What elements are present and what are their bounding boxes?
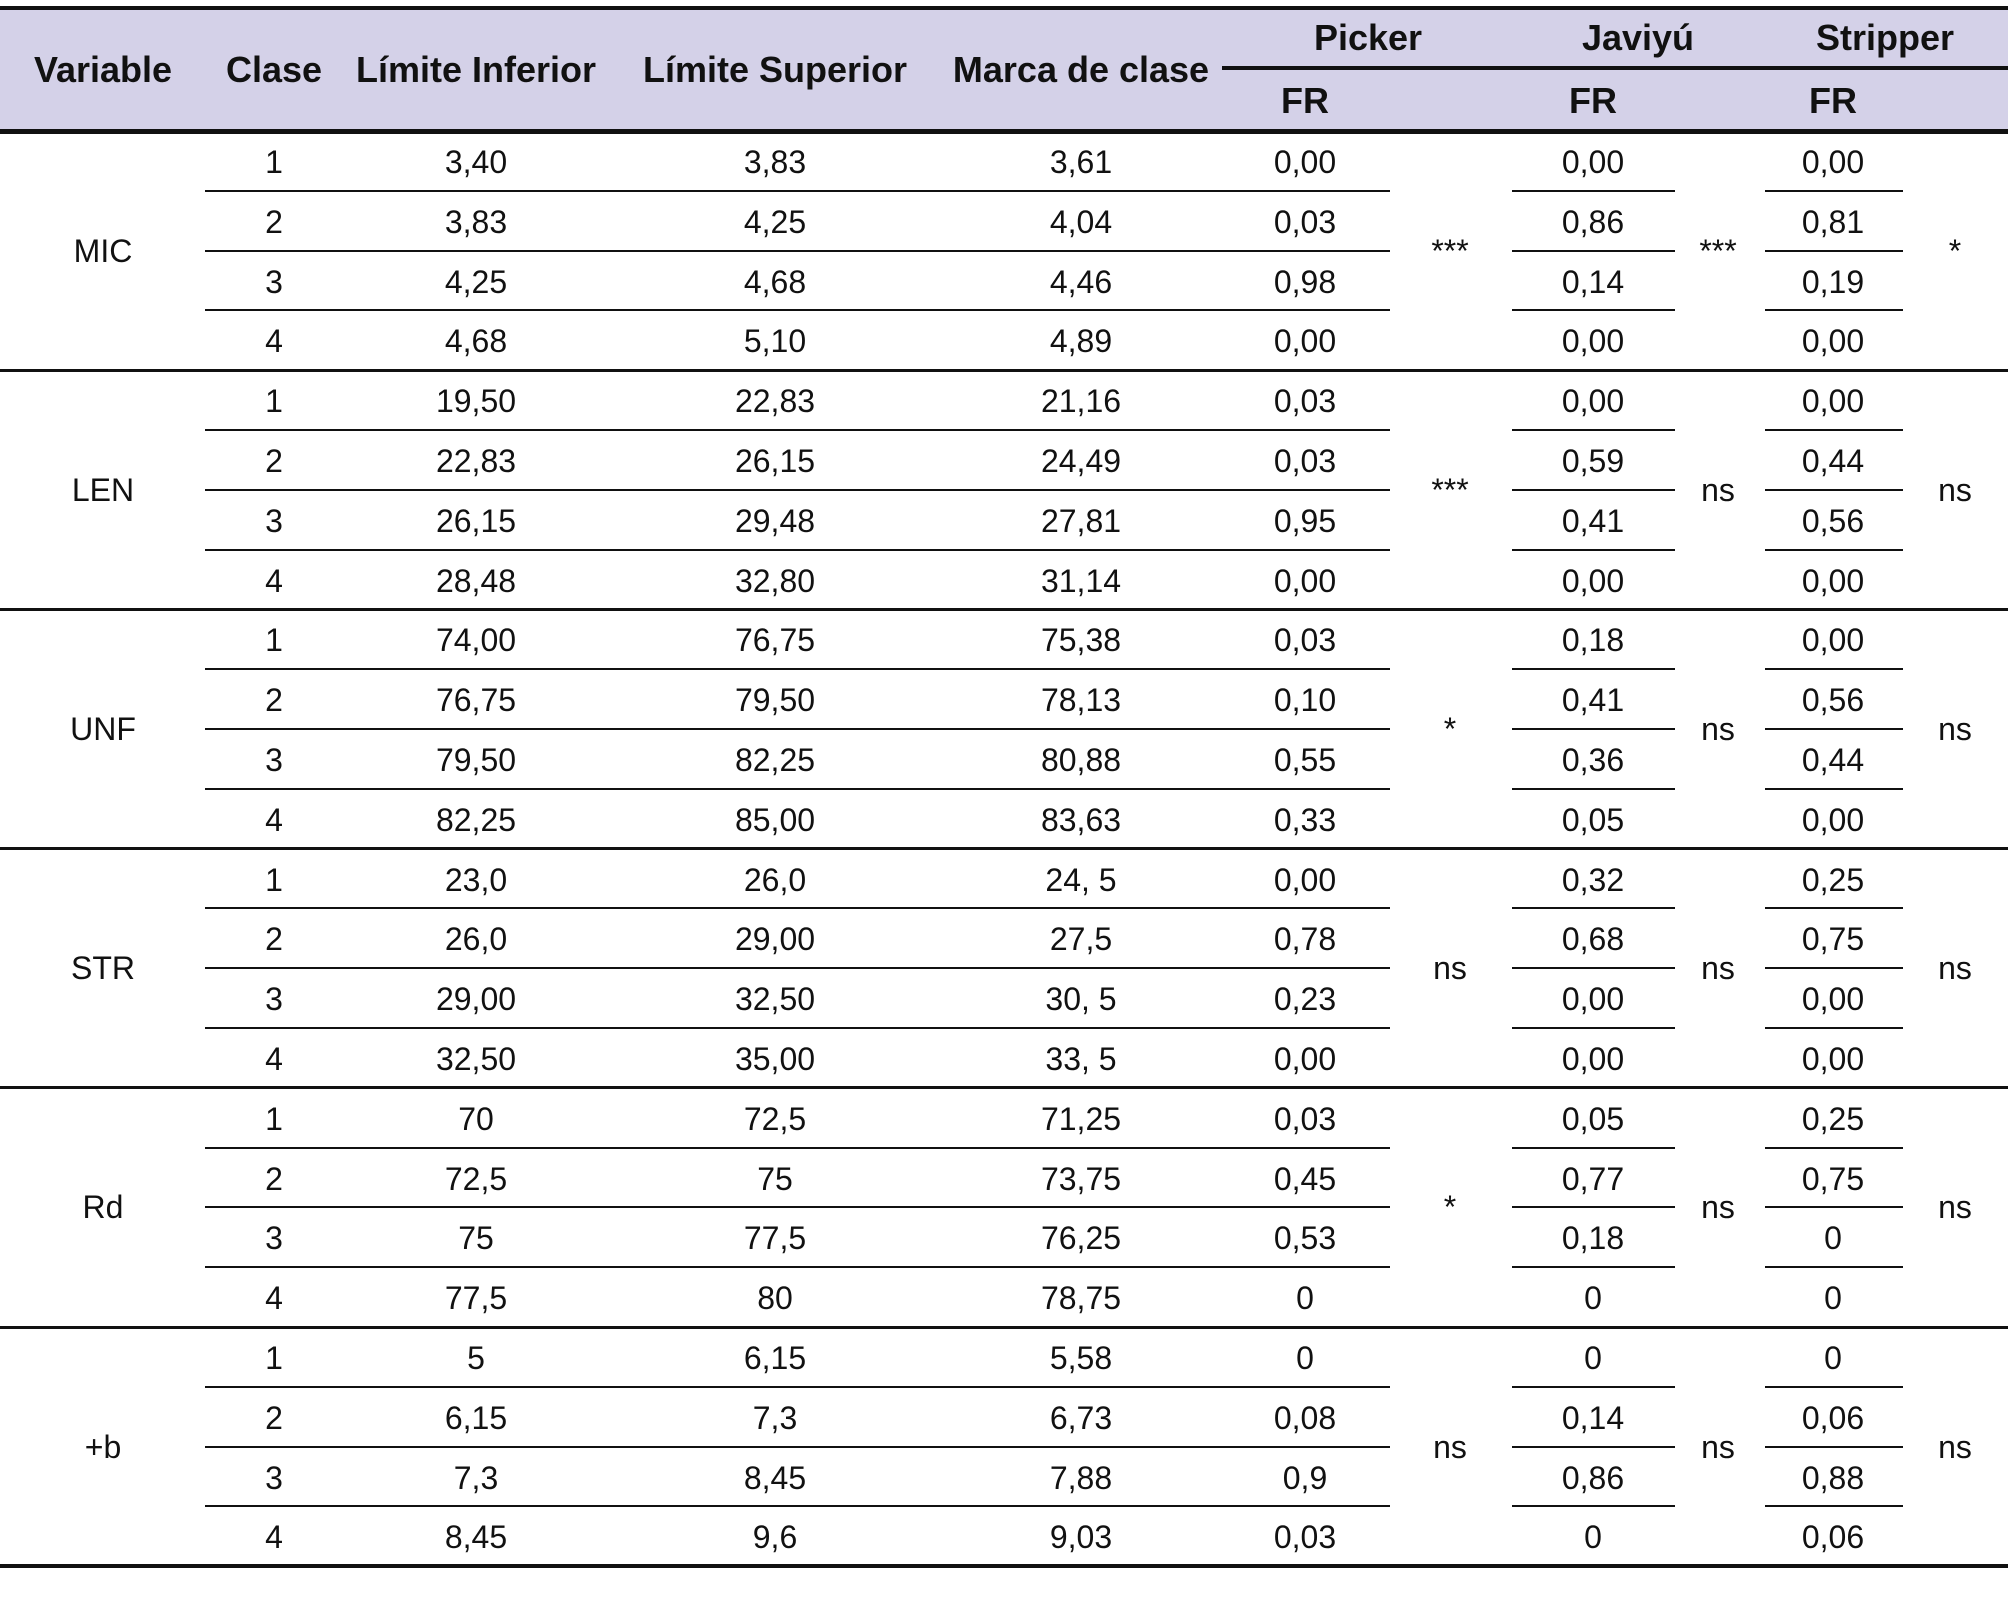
cell-marca-de-clase: 27,5 <box>1049 921 1113 958</box>
block-separator-rule <box>0 1086 2008 1089</box>
cell-fr-picker: 0,45 <box>1273 1160 1337 1197</box>
cell-fr-picker: 0,53 <box>1273 1220 1337 1257</box>
cell-limite-superior: 29,00 <box>734 921 816 958</box>
cell-marca-de-clase: 76,25 <box>1040 1220 1122 1257</box>
cell-fr-picker: 0,00 <box>1273 861 1337 898</box>
row-rule-stripper <box>1765 1505 1903 1507</box>
cell-fr-picker: 0 <box>1296 1339 1314 1376</box>
header-fr-stripper: FR <box>1809 80 1857 121</box>
row-rule-main <box>205 1446 1390 1448</box>
cell-limite-superior: 29,48 <box>734 502 816 539</box>
cell-fr-javiyu: 0,68 <box>1561 921 1625 958</box>
variable-label: UNF <box>70 711 136 747</box>
row-rule-stripper <box>1765 1386 1903 1388</box>
row-rule-javiyu <box>1512 250 1675 252</box>
row-rule-javiyu <box>1512 429 1675 431</box>
row-rule-javiyu <box>1512 1147 1675 1149</box>
cell-clase: 4 <box>265 323 283 360</box>
cell-fr-stripper: 0,25 <box>1801 861 1865 898</box>
cell-fr-picker: 0,00 <box>1273 143 1337 180</box>
significance-stripper: ns <box>1938 471 1972 508</box>
row-rule-javiyu <box>1512 788 1675 790</box>
cell-clase: 2 <box>265 442 283 479</box>
significance-picker: *** <box>1431 232 1469 269</box>
cell-limite-superior: 32,80 <box>734 562 816 599</box>
cell-limite-superior: 32,50 <box>734 981 816 1018</box>
cell-fr-javiyu: 0,36 <box>1561 741 1625 778</box>
cell-limite-superior: 35,00 <box>734 1040 816 1077</box>
significance-javiyu: ns <box>1701 1428 1735 1465</box>
significance-javiyu: ns <box>1701 950 1735 987</box>
cell-fr-stripper: 0,44 <box>1801 442 1865 479</box>
row-rule-javiyu <box>1512 728 1675 730</box>
block-separator-rule <box>0 608 2008 611</box>
cell-limite-superior: 85,00 <box>734 801 816 838</box>
cell-clase: 3 <box>265 981 283 1018</box>
cell-fr-javiyu: 0,00 <box>1561 383 1625 420</box>
significance-picker: *** <box>1431 471 1469 508</box>
cell-marca-de-clase: 5,58 <box>1049 1339 1113 1376</box>
cell-clase: 1 <box>265 1100 283 1137</box>
block-separator-rule <box>0 1326 2008 1329</box>
cell-limite-inferior: 29,00 <box>435 981 517 1018</box>
cell-limite-superior: 5,10 <box>743 323 807 360</box>
cell-limite-superior: 82,25 <box>734 741 816 778</box>
variable-label: Rd <box>82 1189 124 1226</box>
row-rule-javiyu <box>1512 190 1675 192</box>
cell-marca-de-clase: 31,14 <box>1040 562 1122 599</box>
cell-limite-inferior: 76,75 <box>435 682 517 719</box>
cell-fr-javiyu: 0,77 <box>1561 1160 1625 1197</box>
cell-limite-superior: 7,3 <box>752 1399 798 1436</box>
block-separator-rule <box>0 369 2008 372</box>
cell-marca-de-clase: 78,75 <box>1040 1280 1122 1317</box>
cell-limite-inferior: 8,45 <box>444 1519 508 1556</box>
block-separator-rule <box>0 847 2008 850</box>
cell-fr-picker: 0,98 <box>1273 263 1337 300</box>
cell-fr-stripper: 0,75 <box>1801 921 1865 958</box>
cell-fr-javiyu: 0,00 <box>1561 143 1625 180</box>
cell-limite-inferior: 32,50 <box>435 1040 517 1077</box>
variable-label: STR <box>71 950 135 987</box>
cell-marca-de-clase: 27,81 <box>1040 502 1122 539</box>
row-rule-stripper <box>1765 668 1903 670</box>
cell-fr-stripper: 0,75 <box>1801 1160 1865 1197</box>
cell-fr-picker: 0,03 <box>1273 203 1337 240</box>
cell-clase: 1 <box>265 1339 283 1376</box>
significance-stripper: ns <box>1938 950 1972 987</box>
cell-marca-de-clase: 78,13 <box>1040 682 1122 719</box>
variable-label: MIC <box>73 232 133 269</box>
row-rule-javiyu <box>1512 1386 1675 1388</box>
row-rule-javiyu <box>1512 1446 1675 1448</box>
row-rule-stripper <box>1765 190 1903 192</box>
header-fr-picker: FR <box>1281 80 1329 121</box>
cell-fr-stripper: 0,00 <box>1801 143 1865 180</box>
cell-fr-stripper: 0,81 <box>1801 203 1865 240</box>
row-rule-stripper <box>1765 489 1903 491</box>
cell-limite-inferior: 22,83 <box>435 442 517 479</box>
cell-limite-inferior: 28,48 <box>435 562 517 599</box>
row-rule-javiyu <box>1512 1206 1675 1208</box>
row-rule-stripper <box>1765 1147 1903 1149</box>
cell-clase: 2 <box>265 921 283 958</box>
row-rule-javiyu <box>1512 1266 1675 1268</box>
cell-fr-javiyu: 0 <box>1584 1519 1602 1556</box>
cell-limite-inferior: 74,00 <box>435 622 517 659</box>
cell-clase: 3 <box>265 502 283 539</box>
cell-limite-superior: 26,0 <box>743 861 807 898</box>
cell-clase: 3 <box>265 1220 283 1257</box>
cell-fr-stripper: 0,00 <box>1801 801 1865 838</box>
row-rule-main <box>205 190 1390 192</box>
cell-limite-inferior: 7,3 <box>453 1459 499 1496</box>
cell-limite-superior: 3,83 <box>743 143 807 180</box>
cell-marca-de-clase: 80,88 <box>1040 741 1122 778</box>
cell-limite-inferior: 26,0 <box>444 921 508 958</box>
cell-clase: 4 <box>265 1040 283 1077</box>
cell-fr-stripper: 0,00 <box>1801 383 1865 420</box>
cell-marca-de-clase: 73,75 <box>1040 1160 1122 1197</box>
cell-limite-superior: 8,45 <box>743 1459 807 1496</box>
row-rule-stripper <box>1765 788 1903 790</box>
row-rule-stripper <box>1765 907 1903 909</box>
row-rule-main <box>205 907 1390 909</box>
cell-fr-stripper: 0,00 <box>1801 622 1865 659</box>
header-group-picker: Picker <box>1313 17 1423 58</box>
cell-limite-inferior: 23,0 <box>444 861 508 898</box>
cell-fr-javiyu: 0,00 <box>1561 1040 1625 1077</box>
cell-limite-superior: 6,15 <box>743 1339 807 1376</box>
cell-limite-inferior: 82,25 <box>435 801 517 838</box>
cell-fr-picker: 0,95 <box>1273 502 1337 539</box>
row-rule-stripper <box>1765 728 1903 730</box>
cell-fr-picker: 0,08 <box>1273 1399 1337 1436</box>
cell-fr-picker: 0,55 <box>1273 741 1337 778</box>
row-rule-javiyu <box>1512 309 1675 311</box>
cell-limite-superior: 4,68 <box>743 263 807 300</box>
cell-fr-stripper: 0,06 <box>1801 1399 1865 1436</box>
header-marca-de-clase: Marca de clase <box>952 49 1210 90</box>
row-rule-stripper <box>1765 549 1903 551</box>
cell-fr-javiyu: 0,86 <box>1561 203 1625 240</box>
cell-marca-de-clase: 21,16 <box>1040 383 1122 420</box>
row-rule-main <box>205 309 1390 311</box>
cell-fr-javiyu: 0,00 <box>1561 981 1625 1018</box>
header-limite-superior: Límite Superior <box>642 49 908 90</box>
row-rule-javiyu <box>1512 907 1675 909</box>
row-rule-stripper <box>1765 1027 1903 1029</box>
row-rule-main <box>205 967 1390 969</box>
significance-picker: * <box>1443 711 1457 747</box>
row-rule-stripper <box>1765 1446 1903 1448</box>
cell-fr-picker: 0,03 <box>1273 383 1337 420</box>
cell-fr-picker: 0,78 <box>1273 921 1337 958</box>
cell-limite-inferior: 72,5 <box>444 1160 508 1197</box>
cell-clase: 1 <box>265 622 283 659</box>
row-rule-main <box>205 728 1390 730</box>
cell-clase: 4 <box>265 801 283 838</box>
cell-clase: 4 <box>265 1519 283 1556</box>
header-clase: Clase <box>225 49 323 90</box>
cell-limite-inferior: 77,5 <box>444 1280 508 1317</box>
cell-fr-javiyu: 0,14 <box>1561 1399 1625 1436</box>
cell-clase: 4 <box>265 562 283 599</box>
cell-limite-inferior: 75 <box>458 1220 494 1257</box>
cell-marca-de-clase: 71,25 <box>1040 1100 1122 1137</box>
cell-fr-stripper: 0,25 <box>1801 1100 1865 1137</box>
cell-fr-picker: 0,03 <box>1273 622 1337 659</box>
row-rule-stripper <box>1765 250 1903 252</box>
cell-fr-javiyu: 0 <box>1584 1280 1602 1317</box>
header-variable: Variable <box>33 49 173 90</box>
cell-fr-javiyu: 0,05 <box>1561 801 1625 838</box>
row-rule-main <box>205 250 1390 252</box>
cell-fr-picker: 0,10 <box>1273 682 1337 719</box>
header-group-rule <box>1222 66 2008 70</box>
cell-clase: 3 <box>265 741 283 778</box>
significance-stripper: ns <box>1938 1189 1972 1226</box>
row-rule-main <box>205 788 1390 790</box>
cell-fr-picker: 0,03 <box>1273 1100 1337 1137</box>
significance-javiyu: ns <box>1701 1189 1735 1226</box>
cell-limite-superior: 22,83 <box>734 383 816 420</box>
cell-limite-inferior: 70 <box>458 1100 494 1137</box>
cell-fr-javiyu: 0,00 <box>1561 562 1625 599</box>
row-rule-main <box>205 489 1390 491</box>
cell-marca-de-clase: 3,61 <box>1049 143 1113 180</box>
cell-fr-picker: 0,00 <box>1273 1040 1337 1077</box>
row-rule-stripper <box>1765 429 1903 431</box>
cell-limite-inferior: 19,50 <box>435 383 517 420</box>
significance-javiyu: ns <box>1701 471 1735 508</box>
cell-fr-javiyu: 0,18 <box>1561 622 1625 659</box>
variable-label: +b <box>84 1428 122 1465</box>
cell-fr-stripper: 0,88 <box>1801 1459 1865 1496</box>
cell-fr-stripper: 0,56 <box>1801 502 1865 539</box>
row-rule-main <box>205 1266 1390 1268</box>
cell-fr-stripper: 0,19 <box>1801 263 1865 300</box>
cell-marca-de-clase: 9,03 <box>1049 1519 1113 1556</box>
cell-marca-de-clase: 4,46 <box>1049 263 1113 300</box>
cell-limite-superior: 72,5 <box>743 1100 807 1137</box>
header-group-stripper: Stripper <box>1815 17 1955 58</box>
significance-stripper: ns <box>1938 1428 1972 1465</box>
cell-limite-inferior: 3,83 <box>444 203 508 240</box>
cell-limite-inferior: 6,15 <box>444 1399 508 1436</box>
cell-limite-inferior: 3,40 <box>444 143 508 180</box>
significance-javiyu: ns <box>1701 711 1735 747</box>
cell-clase: 1 <box>265 143 283 180</box>
cell-fr-javiyu: 0,05 <box>1561 1100 1625 1137</box>
block-separator-rule <box>0 1564 2008 1568</box>
cell-marca-de-clase: 4,04 <box>1049 203 1113 240</box>
cell-limite-inferior: 26,15 <box>435 502 517 539</box>
cell-fr-javiyu: 0,00 <box>1561 323 1625 360</box>
header-bottom-rule <box>0 129 2008 134</box>
cell-fr-stripper: 0,56 <box>1801 682 1865 719</box>
row-rule-main <box>205 549 1390 551</box>
row-rule-main <box>205 1206 1390 1208</box>
cell-clase: 3 <box>265 263 283 300</box>
row-rule-stripper <box>1765 1266 1903 1268</box>
cell-fr-picker: 0,00 <box>1273 562 1337 599</box>
cell-fr-javiyu: 0,86 <box>1561 1459 1625 1496</box>
cell-clase: 2 <box>265 1399 283 1436</box>
significance-picker: * <box>1443 1189 1457 1226</box>
cell-fr-stripper: 0,44 <box>1801 741 1865 778</box>
row-rule-main <box>205 1505 1390 1507</box>
row-rule-stripper <box>1765 309 1903 311</box>
row-rule-javiyu <box>1512 489 1675 491</box>
cell-marca-de-clase: 24,49 <box>1040 442 1122 479</box>
row-rule-main <box>205 1386 1390 1388</box>
cell-fr-stripper: 0 <box>1824 1339 1842 1376</box>
cell-limite-superior: 77,5 <box>743 1220 807 1257</box>
cell-fr-picker: 0,00 <box>1273 323 1337 360</box>
cell-fr-picker: 0 <box>1296 1280 1314 1317</box>
cell-fr-stripper: 0,00 <box>1801 981 1865 1018</box>
cell-marca-de-clase: 24, 5 <box>1045 861 1117 898</box>
cell-fr-picker: 0,33 <box>1273 801 1337 838</box>
row-rule-main <box>205 1027 1390 1029</box>
cell-clase: 4 <box>265 1280 283 1317</box>
cell-limite-superior: 76,75 <box>734 622 816 659</box>
cell-marca-de-clase: 30, 5 <box>1045 981 1117 1018</box>
variable-label: LEN <box>71 471 135 508</box>
header-fr-javiyu: FR <box>1569 80 1617 121</box>
cell-limite-inferior: 4,25 <box>444 263 508 300</box>
significance-stripper: * <box>1948 232 1962 269</box>
cell-fr-javiyu: 0 <box>1584 1339 1602 1376</box>
cell-limite-inferior: 5 <box>467 1339 485 1376</box>
row-rule-stripper <box>1765 1206 1903 1208</box>
row-rule-main <box>205 668 1390 670</box>
cell-clase: 1 <box>265 861 283 898</box>
cell-fr-stripper: 0,06 <box>1801 1519 1865 1556</box>
cell-clase: 2 <box>265 203 283 240</box>
row-rule-javiyu <box>1512 668 1675 670</box>
cell-limite-superior: 9,6 <box>752 1519 798 1556</box>
cell-fr-javiyu: 0,14 <box>1561 263 1625 300</box>
cell-limite-inferior: 79,50 <box>435 741 517 778</box>
cell-limite-superior: 4,25 <box>743 203 807 240</box>
cell-fr-picker: 0,9 <box>1282 1459 1328 1496</box>
table-top-rule <box>0 6 2008 10</box>
cell-limite-inferior: 4,68 <box>444 323 508 360</box>
cell-clase: 2 <box>265 1160 283 1197</box>
cell-marca-de-clase: 6,73 <box>1049 1399 1113 1436</box>
cell-fr-stripper: 0 <box>1824 1280 1842 1317</box>
significance-picker: ns <box>1433 1428 1467 1465</box>
row-rule-main <box>205 429 1390 431</box>
significance-stripper: ns <box>1938 711 1972 747</box>
header-limite-inferior: Límite Inferior <box>355 49 597 90</box>
significance-javiyu: *** <box>1699 232 1737 269</box>
cell-limite-superior: 79,50 <box>734 682 816 719</box>
row-rule-javiyu <box>1512 1505 1675 1507</box>
cell-marca-de-clase: 33, 5 <box>1045 1040 1117 1077</box>
cell-marca-de-clase: 4,89 <box>1049 323 1113 360</box>
cell-limite-superior: 26,15 <box>734 442 816 479</box>
cell-fr-javiyu: 0,18 <box>1561 1220 1625 1257</box>
cell-fr-javiyu: 0,32 <box>1561 861 1625 898</box>
cell-marca-de-clase: 75,38 <box>1040 622 1122 659</box>
cell-fr-picker: 0,03 <box>1273 442 1337 479</box>
cell-marca-de-clase: 7,88 <box>1049 1459 1113 1496</box>
row-rule-stripper <box>1765 967 1903 969</box>
cell-fr-stripper: 0,00 <box>1801 323 1865 360</box>
cell-limite-superior: 75 <box>757 1160 793 1197</box>
cell-clase: 3 <box>265 1459 283 1496</box>
row-rule-javiyu <box>1512 1027 1675 1029</box>
header-group-javiyu: Javiyú <box>1581 17 1695 58</box>
cell-clase: 2 <box>265 682 283 719</box>
row-rule-javiyu <box>1512 967 1675 969</box>
row-rule-javiyu <box>1512 549 1675 551</box>
row-rule-main <box>205 1147 1390 1149</box>
cell-fr-stripper: 0,00 <box>1801 562 1865 599</box>
cell-fr-javiyu: 0,41 <box>1561 682 1625 719</box>
cell-fr-javiyu: 0,59 <box>1561 442 1625 479</box>
cell-fr-picker: 0,03 <box>1273 1519 1337 1556</box>
cell-limite-superior: 80 <box>757 1280 793 1317</box>
cell-marca-de-clase: 83,63 <box>1040 801 1122 838</box>
cell-fr-stripper: 0 <box>1824 1220 1842 1257</box>
cell-fr-stripper: 0,00 <box>1801 1040 1865 1077</box>
cell-clase: 1 <box>265 383 283 420</box>
cell-fr-javiyu: 0,41 <box>1561 502 1625 539</box>
cell-fr-picker: 0,23 <box>1273 981 1337 1018</box>
significance-picker: ns <box>1433 950 1467 987</box>
